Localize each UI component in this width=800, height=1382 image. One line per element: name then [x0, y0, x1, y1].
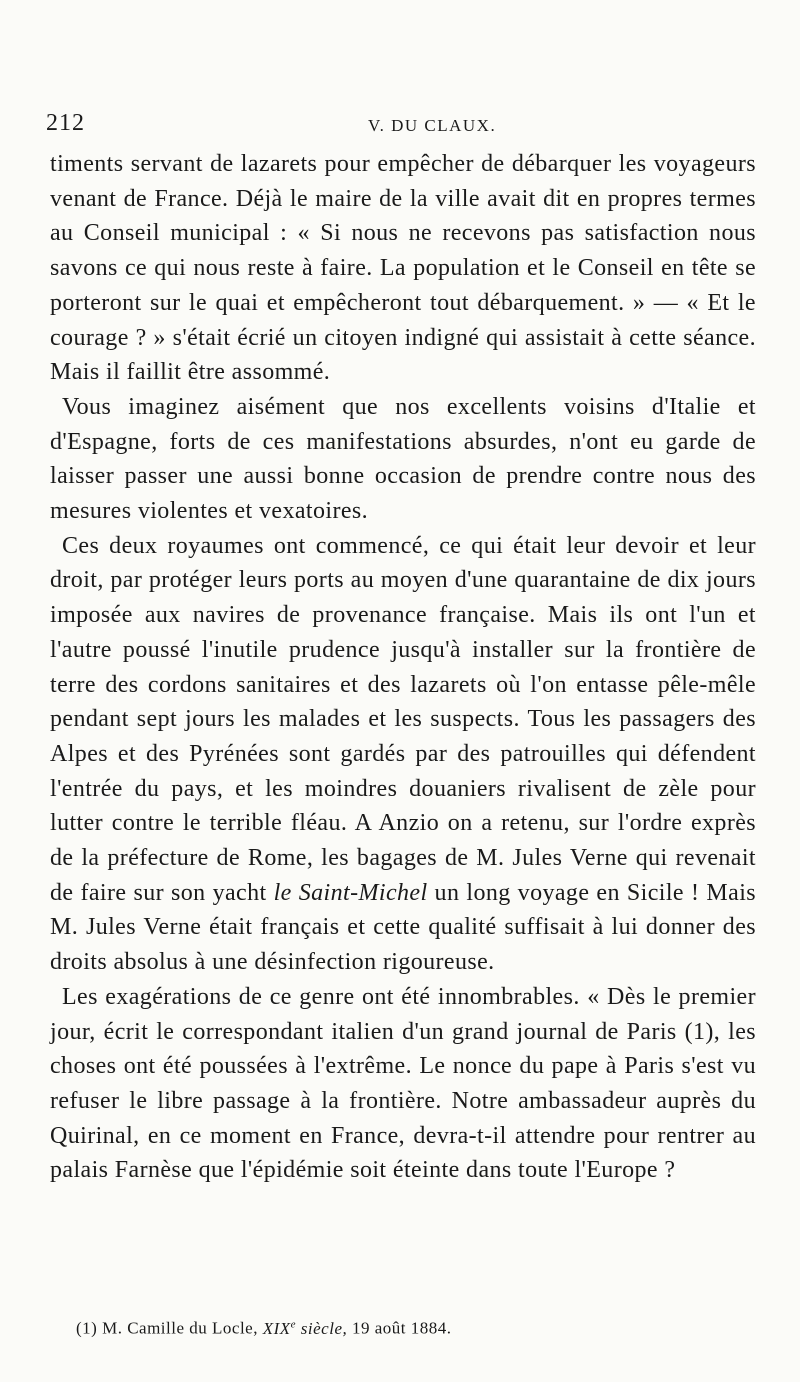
paragraph-text: timents servant de lazarets pour empêcher de débarquer les voyageurs venant de France. Déjà le maire de la ville avait dit en propres termes au Conseil municipal : « Si nous ne recevons pas satisfaction nous savons ce qui nous reste à faire. La population et le Conseil en tête se porteront sur le quai et empêcheront tout débarquement. » — « Et le courage ? » s'était écrié un citoyen indigné qui assistait à cette séance. Mais il faillit être assommé.: [50, 151, 756, 386]
page-header: [46, 110, 754, 146]
footnote-date: 19 août 1884.: [352, 1318, 452, 1338]
paragraph-text: un long voyage en Sicile ! Mais M. Jules Verne était français et cette qualité suffisait à lui donner des droits absolus à une désinfection rigoureuse.: [50, 879, 757, 976]
yacht-name: le Saint-Michel: [273, 879, 428, 906]
footnote-journal-rest: siècle,: [300, 1318, 348, 1338]
paragraph-3: [50, 529, 756, 980]
running-head: V. DU CLAUX.: [368, 116, 497, 135]
paragraph-2: [50, 390, 756, 529]
paragraph-text: Ces deux royaumes ont commencé, ce qui était leur devoir et leur droit, par protéger leurs ports au moyen d'une quarantaine de dix jours imposée aux navires de provenance française. Mais ils ont l'un et l'autre poussé l'inutile prudence jusqu'à installer sur la frontière de terre des cordons sanitaires et des lazarets où l'on entasse pêle-mêle pendant sept jours les malades et les suspects. Tous les passagers des Alpes et des Pyrénées sont gardés par des patrouilles qui défendent l'entrée du pays, et les moindres douaniers rivalisent de zèle pour lutter contre le terrible fléau. A Anzio on a retenu, sur l'ordre exprès de la préfecture de Rome, les bagages de M. Jules Verne qui revenait de faire sur son yacht: [50, 532, 756, 906]
body-text: [50, 147, 756, 1188]
paragraph-text: Vous imaginez aisément que nos excellents voisins d'Italie et d'Espagne, forts de ces manifestations absurdes, n'ont eu garde de laisser passer une aussi bonne occasion de prendre contre nous des mesures violentes et vexatoires.: [50, 393, 756, 525]
footnote-marker: (1): [76, 1318, 98, 1338]
footnote-journal-main: XIX: [262, 1318, 291, 1338]
paragraph-4: [50, 980, 756, 1188]
page-number: 212: [46, 110, 85, 136]
footnote-journal-sup: e: [290, 1318, 297, 1330]
footnote: [76, 1318, 716, 1339]
footnote-author: M. Camille du Locle,: [102, 1318, 258, 1338]
paragraph-1: [50, 147, 756, 390]
paragraph-text: Les exagérations de ce genre ont été innombrables. « Dès le premier jour, écrit le correspondant italien d'un grand journal de Paris (1), les choses ont été poussées à l'extrême. Le nonce du pape à Paris s'est vu refuser le libre passage à la frontière. Notre ambassadeur auprès du Quirinal, en ce moment en France, devra-t-il attendre pour rentrer au palais Farnèse que l'épidémie soit éteinte dans toute l'Europe ?: [50, 983, 756, 1184]
footnote-journal: [263, 1319, 348, 1338]
